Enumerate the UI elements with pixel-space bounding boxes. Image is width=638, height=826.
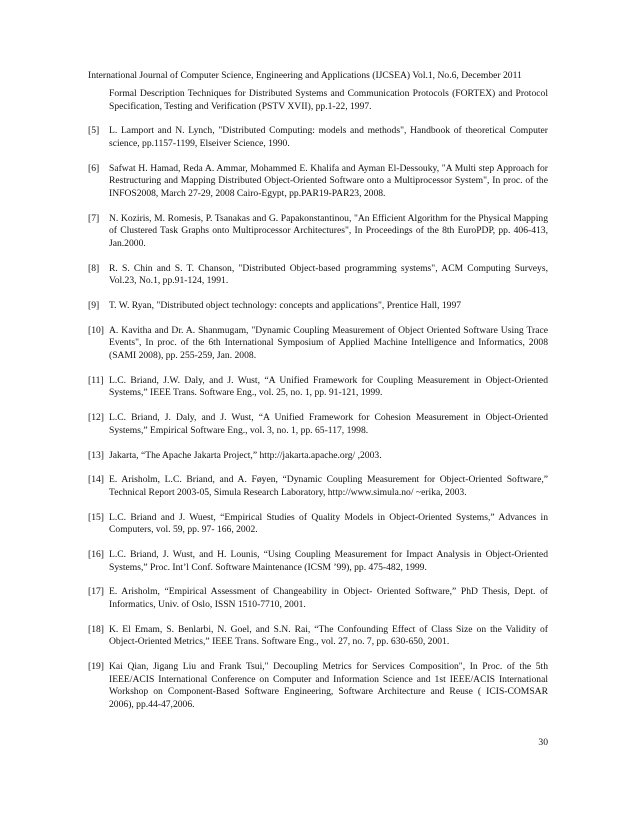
reference-number: [16] [88, 549, 104, 561]
reference-text: L.C. Briand, J.W. Daly, and J. Wust, “A Unified Framework for Coupling Measurement in Object-Oriented Systems,” IEEE Trans. Software Eng., vol. 25, no. 1, pp. 91-121, 1999. [109, 374, 548, 399]
reference-number: [8] [88, 262, 100, 274]
reference-text: E. Arisholm, L.C. Briand, and A. Føyen, “Dynamic Coupling Measurement for Object-Oriented Software,” Technical Report 2003-05, Simula Research Laboratory, http://www.simula.no/ ~erika, 2003. [109, 474, 548, 498]
reference-item [88, 325, 548, 363]
reference-item [88, 450, 548, 463]
reference-item [88, 263, 548, 288]
page-number: 30 [538, 737, 548, 748]
reference-item [88, 213, 548, 251]
reference-text: L.C. Briand and J. Wuest, “Empirical Studies of Quality Models in Object-Oriented Systems,” Advances in Computers, vol. 59, pp. 97- 166, 2002. [109, 511, 548, 536]
reference-number: [11] [88, 374, 104, 386]
reference-text: T. W. Ryan, "Distributed object technology: concepts and applications", Prentice Hall, 1997 [109, 300, 462, 312]
reference-text: E. Arisholm, “Empirical Assessment of Changeability in Object- Oriented Software,” PhD Thesis, Dept. of Informatics, Univ. of Oslo, ISSN 1510-7710, 2001. [109, 586, 548, 611]
reference-item [88, 125, 548, 150]
reference-number: [5] [88, 125, 100, 137]
reference-item [88, 624, 548, 649]
reference-item [88, 412, 548, 437]
reference-number: [17] [88, 586, 104, 598]
reference-text: K. El Emam, S. Benlarbi, N. Goel, and S.N. Rai, “The Confounding Effect of Class Size on the Validity of Object-Oriented Metrics,” IEEE Trans. Software Eng., vol. 27, no. 7, pp. 630-650, 2001. [109, 623, 548, 648]
reference-text: R. S. Chin and S. T. Chanson, "Distributed Object-based programming systems", ACM Computing Surveys, Vol.23, No.1, pp.91-124, 1991. [109, 262, 548, 287]
reference-item [88, 163, 548, 201]
reference-text: A. Kavitha and Dr. A. Shanmugam, "Dynamic Coupling Measurement of Object Oriented Software Using Trace Events", In proc. of the 6th International Symposium of Applied Machine Intelligence and Informatics, 2008 (SAMI 2008), pp. 255-259, Jan. 2008. [109, 324, 548, 362]
reference-text: Formal Description Techniques for Distributed Systems and Communication Protocols (FORTEX) and Protocol Specification, Testing and Verification (PSTV XVII), pp.1-22, 1997. [109, 88, 548, 112]
reference-number: [19] [88, 661, 104, 673]
reference-text: N. Koziris, M. Romesis, P. Tsanakas and G. Papakonstantinou, "An Efficient Algorithm for the Physical Mapping of Clustered Task Graphs onto Multiprocessor Architectures", In Proceedings of the 8th EuroPDP, pp. 406-413, Jan.2000. [109, 212, 548, 249]
reference-number: [10] [88, 324, 104, 336]
reference-number: [14] [88, 474, 104, 486]
reference-text: L.C. Briand, J. Wust, and H. Lounis, “Using Coupling Measurement for Impact Analysis in Object-Oriented Systems,” Proc. Int’l Conf. Software Maintenance (ICSM ’99), pp. 475-482, 1999. [109, 549, 548, 573]
reference-number: [9] [88, 300, 100, 312]
reference-text: Kai Qian, Jigang Liu and Frank Tsui," Decoupling Metrics for Services Composition", In Proc. of the 5th IEEE/ACIS International Conference on Computer and Information Science and 1st IEEE/ACIS International Workshop on Component-Based Software Engineering, Software Architecture and Reuse ( ICIS-COMSAR 2006), pp.44-47,2006. [109, 661, 548, 710]
reference-text: L. Lamport and N. Lynch, "Distributed Computing: models and methods", Handbook of theoretical Computer science, pp.1157-1199, Elseiver Science, 1990. [109, 125, 548, 149]
reference-item [88, 661, 548, 711]
reference-text: L.C. Briand, J. Daly, and J. Wust, “A Unified Framework for Cohesion Measurement in Object-Oriented Systems,” Empirical Software Eng., vol. 3, no. 1, pp. 65-117, 1998. [109, 412, 548, 436]
reference-item [88, 300, 548, 313]
reference-item [88, 586, 548, 611]
reference-item [88, 474, 548, 499]
reference-number: [13] [88, 449, 104, 461]
reference-number: [6] [88, 162, 100, 174]
reference-text: Safwat H. Hamad, Reda A. Ammar, Mohammed E. Khalifa and Ayman El-Dessouky, "A Multi step Approach for Restructuring and Mapping Distributed Object-Oriented Software onto a Multiprocessor System", In proc. of the INFOS2008, March 27-29, 2008 Cairo-Egypt, pp.PAR19-PAR23, 2008. [109, 162, 548, 199]
reference-list [88, 88, 548, 724]
reference-item [88, 512, 548, 537]
reference-item [88, 375, 548, 400]
reference-item [88, 88, 548, 113]
running-header: International Journal of Computer Science, Engineering and Applications (IJCSEA) Vol.1, No.6, December 2011 [88, 70, 522, 81]
reference-item [88, 549, 548, 574]
reference-number: [18] [88, 623, 104, 635]
reference-text: Jakarta, “The Apache Jakarta Project,” http://jakarta.apache.org/ ,2003. [109, 449, 382, 461]
reference-number: [7] [88, 212, 100, 224]
reference-number: [12] [88, 412, 104, 424]
reference-number: [15] [88, 511, 104, 523]
